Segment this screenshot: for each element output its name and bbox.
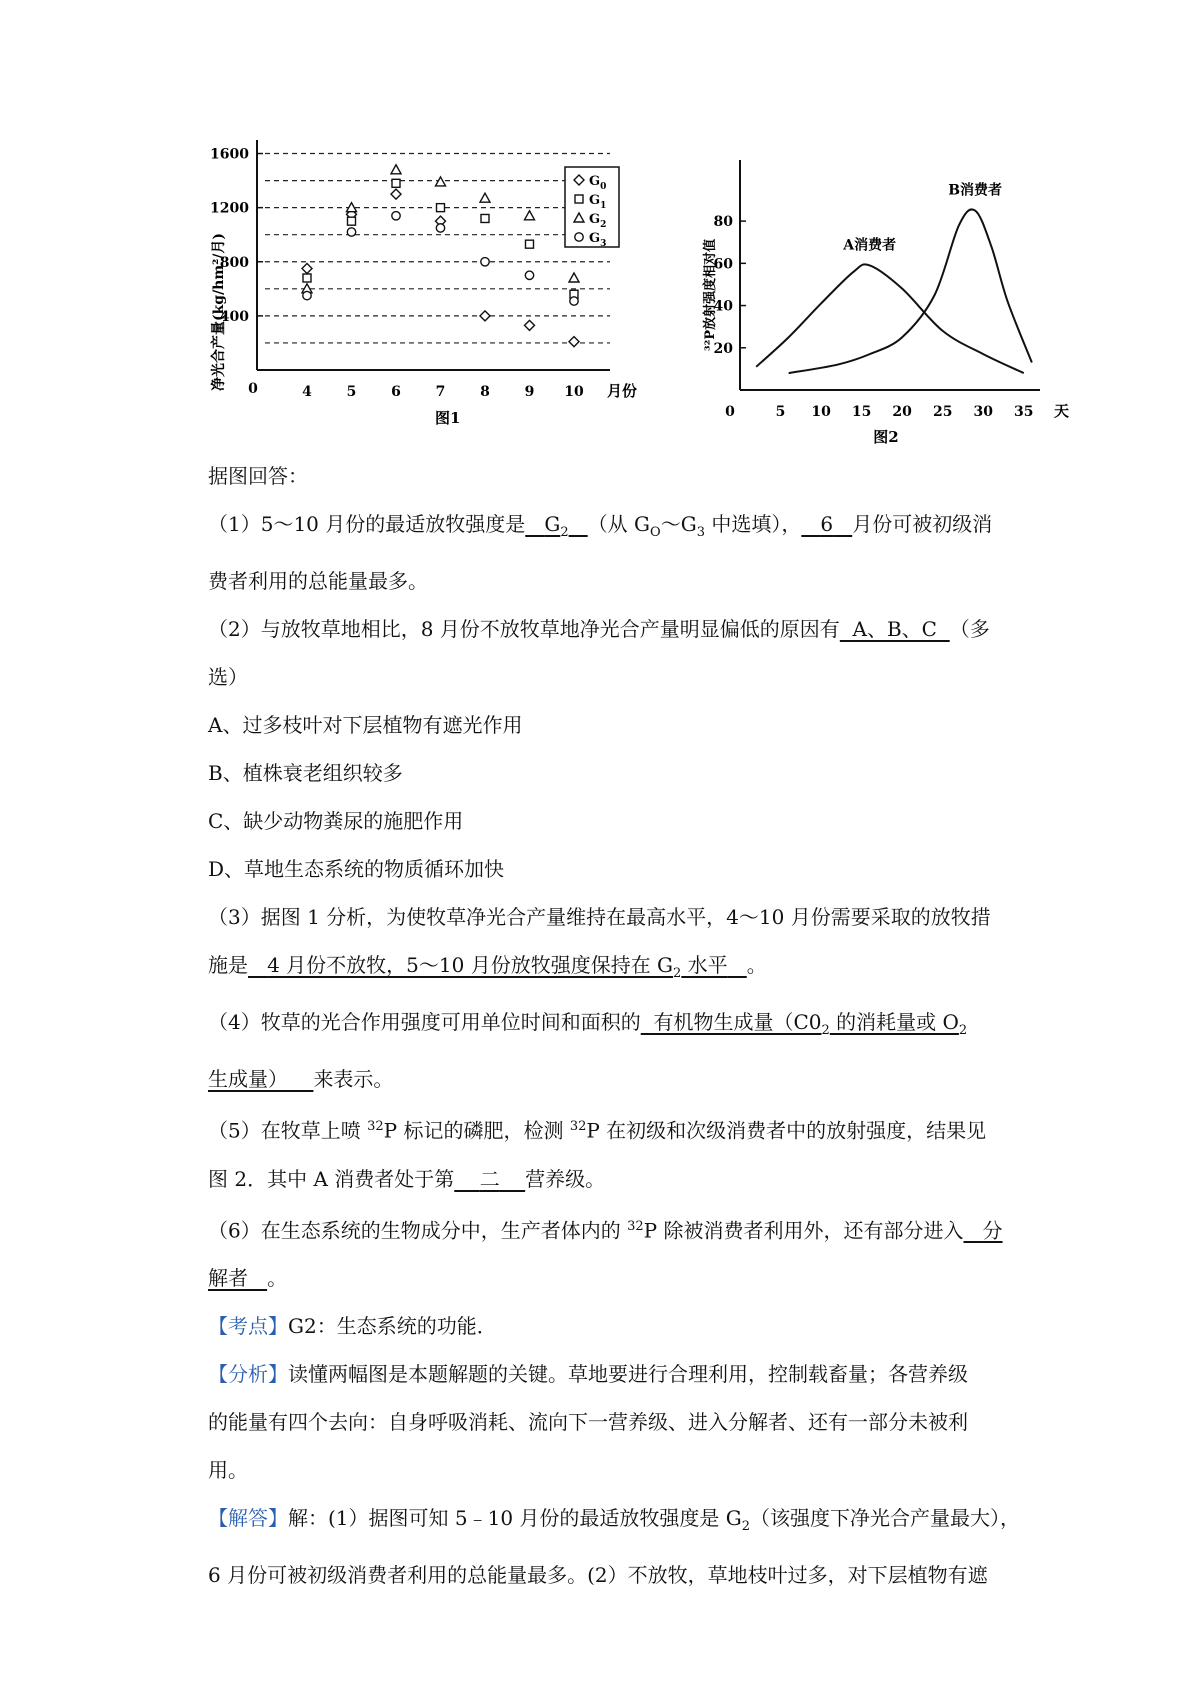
- q3-ans-tail: 水平: [681, 953, 728, 977]
- fig2-xticks: [725, 404, 1033, 420]
- kaodian-text: G2：生态系统的功能．: [288, 1314, 497, 1339]
- fig1-point-g0: [391, 189, 401, 199]
- q6-answer-1: [963, 1218, 1002, 1242]
- q5-line1: [208, 1103, 1008, 1155]
- fig1-point-g1: [437, 204, 445, 212]
- q5-text: （5）在牧草上喷: [208, 1118, 368, 1143]
- fig1-points: [302, 165, 579, 347]
- fig1-xtick-label: 10: [564, 384, 584, 400]
- q5-text-e: 营养级。: [525, 1166, 606, 1191]
- fenxi-text-1: 读懂两幅图是本题解题的关键。草地要进行合理利用，控制载畜量；各营养级: [288, 1362, 968, 1387]
- q3-answer: [248, 953, 747, 981]
- q1-text-d: 中选填），: [704, 512, 802, 536]
- fig1-ytick-label: 800: [219, 254, 249, 271]
- q5-text-c: P 在初级和次级消费者中的放射强度，结果见: [586, 1118, 987, 1143]
- q5-text-d: 图 2．其中 A 消费者处于第: [208, 1166, 455, 1191]
- fig1-legend-sub: 3: [600, 239, 607, 249]
- fig1-point-g0: [480, 311, 490, 321]
- fig1-xtick-label: 8: [480, 384, 490, 400]
- option-b: B、植株衰老组织较多: [208, 761, 403, 785]
- fenxi-tag: 【分析】: [208, 1362, 288, 1387]
- fig1-xtick-label: 7: [435, 384, 446, 400]
- q5-line2: [208, 1155, 1008, 1203]
- q2-text-b: （多: [949, 617, 990, 641]
- fig1-legend-label: $G_3$: [589, 231, 607, 249]
- question-text: [208, 452, 1021, 1599]
- q3-line1: （3）据图 1 分析，为使牧草净光合产量维持在最高水平，4～10 月份需要采取的放牧措: [208, 905, 991, 929]
- q6-text: （6）在生态系统的生物成分中，生产者体内的: [208, 1218, 628, 1243]
- jieda-line1: [208, 1494, 1021, 1551]
- fenxi-line3: 用。: [208, 1458, 248, 1483]
- q1-line1: [208, 500, 1008, 557]
- q1-sub-c: 3: [696, 525, 705, 540]
- q5-answer: [454, 1167, 525, 1191]
- fig1-point-g2: [436, 177, 446, 186]
- fig1-point-g1: [392, 179, 400, 187]
- option-d: D、草地生态系统的物质循环加快: [208, 857, 505, 881]
- fig1-xtick-label: 5: [346, 384, 357, 400]
- q1-ans1-sub: 2: [560, 525, 569, 540]
- q4-line2: [208, 1055, 1008, 1103]
- q5-sup1: 32: [367, 1119, 384, 1134]
- q1-ans1-text: G: [544, 512, 561, 536]
- q3-text-c: 。: [746, 953, 767, 977]
- fig1-legend-marker: [575, 233, 583, 241]
- fig1-legend-label: $G_1$: [589, 193, 607, 211]
- fig1-point-g1: [526, 240, 534, 248]
- fig2-xtick-label: 30: [973, 404, 993, 420]
- q6-text-b: P 除被消费者利用外，还有部分进入: [643, 1218, 964, 1243]
- jieda-line2: 6 月份可被初级消费者利用的总能量最多。(2）不放牧，草地枝叶过多，对下层植物有遮: [208, 1563, 988, 1588]
- fig1-legend-label: $G_0$: [589, 174, 607, 192]
- q6-sup: 32: [627, 1218, 644, 1234]
- fig2-xtick-label: 20: [892, 404, 912, 420]
- q1-answer-2: [801, 512, 852, 536]
- fig1-legend-marker: [575, 195, 583, 203]
- fig1-point-g3: [303, 291, 311, 299]
- q4-ans1-text: 有机物生成量（C0: [653, 1010, 822, 1034]
- q4-answer-2: [208, 1067, 313, 1091]
- fig1-point-g2: [391, 165, 401, 174]
- fig1-legend-sub: 1: [600, 201, 607, 211]
- q4-text: （4）牧草的光合作用强度可用单位时间和面积的: [208, 1010, 641, 1034]
- q2-text: （2）与放牧草地相比，8 月份不放牧草地净光合产量明显偏低的原因有: [208, 617, 840, 641]
- q1-ans2-text: 6: [820, 512, 834, 536]
- fig1-ytick-label: 1600: [210, 146, 249, 163]
- q3-ans-text: 4 月份不放牧，5～10 月份放牧强度保持在 G: [267, 953, 674, 977]
- q1-answer-1: [525, 512, 587, 540]
- fig1-ylabel: 净光合产量(kg/hm²/月): [211, 232, 227, 392]
- fig1-point-g3: [570, 297, 578, 305]
- fig1-xtick-label: 4: [302, 384, 312, 400]
- fig2-xtick-label: 0: [725, 404, 735, 420]
- q2-line1: [208, 605, 1008, 653]
- q1-sub-b: O: [650, 525, 661, 540]
- fig1-ytick-label: 1200: [210, 200, 249, 217]
- fig1-point-g2: [480, 193, 490, 202]
- fig2-curve-b: [789, 209, 1032, 373]
- fig1-point-g3: [481, 258, 489, 266]
- q6-text-c: 。: [267, 1266, 288, 1291]
- q3-ans-sub: 2: [673, 966, 682, 981]
- fig1-ytick-label: 400: [219, 308, 249, 325]
- q6-ans1-text: 分: [982, 1218, 1003, 1243]
- q6-line2: [208, 1254, 1008, 1302]
- fig1-xlabel: 月份: [607, 382, 638, 400]
- q1-line2: 费者利用的总能量最多。: [208, 569, 428, 593]
- q5-ans-text: 二: [479, 1166, 500, 1191]
- fig1-xtick-label: 9: [524, 384, 535, 400]
- fig1-point-g0: [569, 337, 579, 347]
- kaodian-tag: 【考点】: [208, 1314, 288, 1339]
- fig2-xlabel: 天: [1054, 402, 1070, 420]
- fig1-point-g0: [302, 264, 312, 274]
- fig2-ytick-label: 40: [713, 298, 733, 315]
- fig2-xtick-label: 35: [1014, 404, 1034, 420]
- q6-ans2-text: 解者: [208, 1266, 248, 1291]
- fig1-legend-sub: 2: [600, 220, 607, 230]
- q4-ans1b-text: 的消耗量或 O: [829, 1010, 959, 1034]
- fig2-label-a: A消费者: [843, 237, 897, 254]
- fig2-xtick-label: 25: [932, 404, 953, 420]
- fig2-curve-a: [756, 264, 1024, 373]
- fig1-caption: 图1: [435, 409, 461, 427]
- fig1-point-g2: [569, 273, 579, 282]
- q4-answer-1: [641, 1010, 968, 1038]
- fig2-ylabel: ³²P放射强度相对值: [703, 238, 718, 352]
- q6-answer-2: [208, 1266, 267, 1290]
- fig1-point-g3: [436, 224, 444, 232]
- fig1-point-g1: [481, 214, 489, 222]
- fig1-point-g2: [525, 211, 535, 220]
- kaodian-line: [208, 1302, 1008, 1350]
- fig2-ytick-label: 80: [713, 214, 733, 231]
- q3-line2: [208, 941, 1008, 998]
- fig2-xtick-label: 15: [851, 404, 872, 420]
- fenxi-line1: [208, 1350, 1008, 1398]
- q4-line1: [208, 998, 1008, 1055]
- option-c: C、缺少动物粪尿的施肥作用: [208, 809, 464, 833]
- q5-text-b: P 标记的磷肥，检测: [383, 1118, 570, 1143]
- fig2-label-b: B消费者: [948, 182, 1003, 199]
- intro: 据图回答：: [208, 464, 308, 488]
- option-a: A、过多枝叶对下层植物有遮光作用: [208, 713, 523, 737]
- q6-line1: [208, 1203, 1008, 1255]
- jieda-sub: 2: [741, 1519, 751, 1535]
- fig1-ytick-label: 0: [248, 381, 258, 397]
- q3-text-b: 施是: [208, 953, 248, 977]
- figure-2: [700, 160, 1140, 460]
- fig1-point-g3: [347, 228, 355, 236]
- fenxi-line2: 的能量有四个去向：自身呼吸消耗、流向下一营养级、进入分解者、还有一部分未被利: [208, 1410, 968, 1435]
- fig2-xtick-label: 10: [811, 404, 831, 420]
- q4-text-b: 来表示。: [313, 1067, 394, 1091]
- fig1-point-g0: [525, 320, 535, 330]
- q4-ans1-sub: 2: [821, 1023, 830, 1038]
- fig2-caption: 图2: [873, 428, 899, 446]
- q1-text-b: （从 G: [587, 512, 651, 536]
- fig2-ytick-label: 20: [713, 340, 733, 357]
- fig1-point-g3: [392, 212, 400, 220]
- jieda-text-1b: （该强度下净光合产量最大），: [750, 1506, 1021, 1531]
- fig1-xticks: [302, 384, 584, 400]
- fig1-point-g3: [525, 271, 533, 279]
- q1-text-e: 月份可被初级消: [852, 512, 993, 536]
- q4-ans1c-sub: 2: [958, 1023, 968, 1038]
- fig1-xtick-label: 6: [391, 384, 401, 400]
- q2-answer: [840, 617, 950, 641]
- q1-text: （1）5～10 月份的最适放牧强度是: [208, 512, 526, 536]
- fig2-yticks: [714, 214, 746, 357]
- q4-ans2-text: 生成量）: [208, 1067, 288, 1091]
- q2-ans-text: A、B、C: [852, 617, 937, 641]
- jieda-text-1a: 解：(1）据图可知 5﹣10 月份的最适放牧强度是 G: [288, 1506, 742, 1531]
- jieda-tag: 【解答】: [208, 1506, 288, 1531]
- fig1-legend-sub: 0: [600, 182, 607, 192]
- fig2-ytick-label: 60: [713, 256, 733, 273]
- figure-1: [205, 140, 685, 460]
- q1-text-c: ～G: [660, 512, 697, 536]
- fig1-legend-label: $G_2$: [589, 212, 607, 230]
- q2-line2: 选）: [208, 665, 248, 689]
- q5-sup2: 32: [569, 1119, 587, 1134]
- fig1-point-g1: [348, 217, 356, 225]
- fig1-point-g1: [303, 274, 311, 282]
- fig2-xtick-label: 5: [775, 404, 786, 420]
